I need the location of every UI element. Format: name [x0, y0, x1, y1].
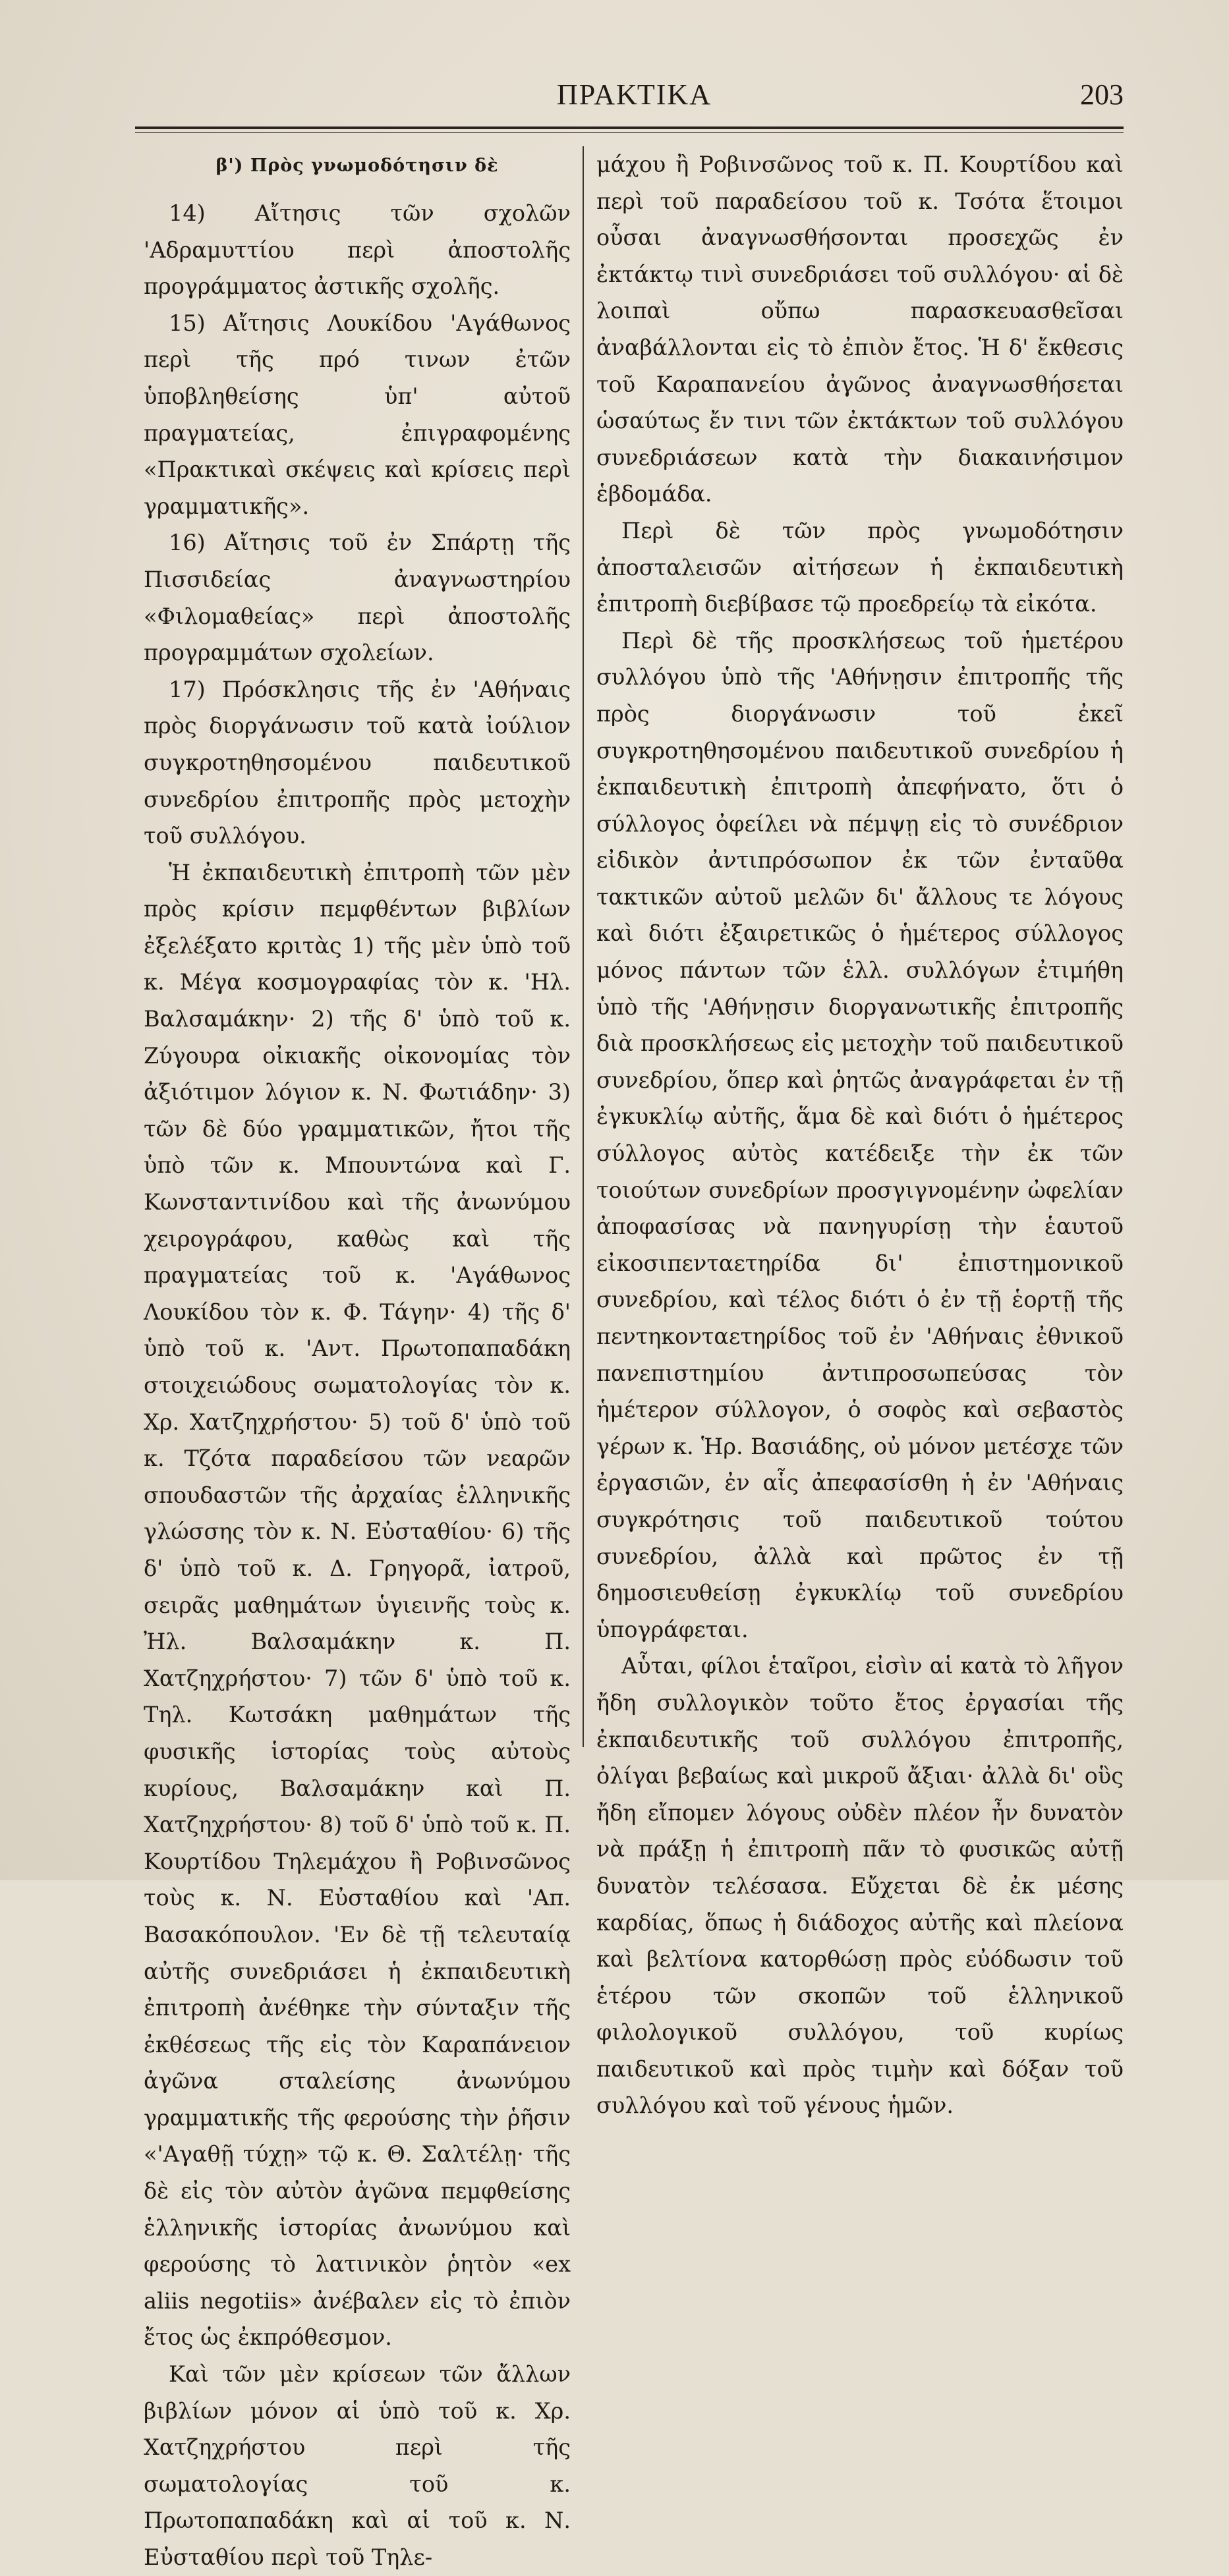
paragraph: Ἡ ἐκπαιδευτικὴ ἐπιτροπὴ τῶν μὲν πρὸς κρίσιν πεμφθέντων βιβλίων ἐξελέξατο κριτὰς 1) τῆς μὲν ὑπὸ τοῦ κ. Μέγα κοσμογραφίας τὸν κ. 'Ηλ. Βαλσαμάκην· 2) τῆς δ' ὑπὸ τοῦ κ. Ζύγουρα οἰκιακῆς οἰκονομίας τὸν ἀξιότιμον λόγιον κ. Ν. Φωτιάδην· 3) τῶν δὲ δύο γραμματικῶν, ἤτοι τῆς ὑπὸ τῶν κ. Μπουντώνα καὶ Γ. Κωνσταντινίδου καὶ τῆς ἀνωνύμου χειρογράφου, καθὼς καὶ τῆς πραγματείας τοῦ κ. 'Αγάθωνος Λουκίδου τὸν κ. Φ. Τάγην· 4) τῆς δ' ὑπὸ τοῦ κ. 'Αντ. Πρωτοπαπαδάκη στοιχειώδους σωματολογίας τὸν κ. Χρ. Χατζηχρήστου· 5) τοῦ δ' ὑπὸ τοῦ κ. Τζότα παραδείσου τῶν νεαρῶν σπουδαστῶν τῆς ἀρχαίας ἑλληνικῆς γλώσσης τὸν κ. Ν. Εὐσταθίου· 6) τῆς δ' ὑπὸ τοῦ κ. Δ. Γρηγορᾶ, ἰατροῦ, σειρᾶς μαθημάτων ὑγιεινῆς τοὺς κ. Ἠλ. Βαλσαμάκην κ. Π. Χατζηχρήστου· 7) τῶν δ' ὑπὸ τοῦ κ. Τηλ. Κωτσάκη μαθημάτων τῆς φυσικῆς ἱστορίας τοὺς αὐτοὺς κυρίους, Βαλσαμάκην καὶ Π. Χατζηχρήστου· 8) τοῦ δ' ὑπὸ τοῦ κ. Π. Κουρτίδου Τηλεμάχου ἢ Ροβινσῶνος τοὺς κ. Ν. Εὐσταθίου καὶ 'Απ. Βασακόπουλον. 'Εν δὲ τῇ τελευταίᾳ αὐτῆς συνεδριάσει ἡ ἐκπαιδευτικὴ ἐπιτροπὴ ἀνέθηκε τὴν σύνταξιν τῆς ἐκθέσεως τῆς εἰς τὸν Καραπάνειον ἀγῶνα σταλείσης ἀνωνύμου γραμματικῆς τῆς φερούσης τὴν ῥῆσιν «'Αγαθῇ τύχῃ» τῷ κ. Θ. Σαλτέλῃ· τῆς δὲ εἰς τὸν αὐτὸν ἀγῶνα πεμφθείσης ἑλληνικῆς ἱστορίας ἀνωνύμου καὶ φερούσης τὸ λατινικὸν ῥητὸν «ex aliis negotiis» ἀνέβαλεν εἰς τὸ ἐπιὸν ἔτος ὡς ἐκπρόθεσμον. — [144, 859, 571, 2351]
paragraph: 16) Αἴτησις τοῦ ἐν Σπάρτῃ τῆς Πισσιδείας ἀναγνωστηρίου «Φιλομαθείας» περὶ ἀποστολῆς προγραμμάτων σχολείων. — [144, 530, 571, 666]
page-number: 203 — [1080, 78, 1124, 111]
paragraph: Περὶ δὲ τῶν πρὸς γνωμοδότησιν ἀποσταλεισῶν αἰτήσεων ἡ ἐκπαιδευτικὴ ἐπιτροπὴ διεβίβασε τῷ προεδρείῳ τὰ εἰκότα. — [596, 517, 1124, 617]
paragraph: Καὶ τῶν μὲν κρίσεων τῶν ἄλλων βιβλίων μόνον αἱ ὑπὸ τοῦ κ. Χρ. Χατζηχρήστου περὶ τῆς σωματολογίας τοῦ κ. Πρωτοπαπαδάκη καὶ αἱ τοῦ κ. Ν. Εὐσταθίου περὶ τοῦ Τηλε- — [144, 2361, 571, 2570]
section-heading: β') Πρὸς γνωμοδότησιν δὲ — [215, 155, 499, 176]
running-head — [145, 78, 1124, 117]
running-title: ΠΡΑΚΤΙΚΑ — [557, 78, 712, 111]
right-column — [596, 146, 1124, 2124]
paragraph: 14) Αἴτησις τῶν σχολῶν 'Αδραμυττίου περὶ ἀποστολῆς προγράμματος ἀστικῆς σχολῆς. — [144, 200, 571, 300]
paragraph: Αὗται, φίλοι ἑταῖροι, εἰσὶν αἱ κατὰ τὸ λῆγον ἤδη συλλογικὸν τοῦτο ἔτος ἐργασίαι τῆς ἐκπαιδευτικῆς τοῦ συλλόγου ἐπιτροπῆς, ὀλίγαι βεβαίως καὶ μικροῦ ἄξιαι· ἀλλὰ δι' οὓς ἤδη εἴπομεν λόγους οὐδὲν πλέον ἦν δυνατὸν νὰ πράξῃ ἡ ἐπιτροπὴ πᾶν τὸ φυσικῶς αὐτῇ δυνατὸν τελέσασα. Εὔχεται δὲ ἐκ μέσης καρδίας, ὅπως ἡ διάδοχος αὐτῆς καὶ πλείονα καὶ βελτίονα κατορθώσῃ πρὸς εὐόδωσιν τοῦ ἑτέρου τῶν σκοπῶν τοῦ ἑλληνικοῦ φιλολογικοῦ συλλόγου, τοῦ κυρίως παιδευτικοῦ καὶ πρὸς τιμὴν καὶ δόξαν τοῦ συλλόγου καὶ τοῦ γένους ἡμῶν. — [596, 1653, 1124, 2119]
column-divider — [583, 146, 584, 1747]
paragraph: 17) Πρόσκλησις τῆς ἐν 'Αθήναις πρὸς διοργάνωσιν τοῦ κατὰ ἰούλιον συγκροτηθησομένου παιδευτικοῦ συνεδρίου ἐπιτροπῆς πρὸς μετοχὴν τοῦ συλλόγου. — [144, 676, 571, 849]
paragraph: μάχου ἢ Ροβινσῶνος τοῦ κ. Π. Κουρτίδου καὶ περὶ τοῦ παραδείσου τοῦ κ. Τσότα ἕτοιμοι οὖσαι ἀναγνωσθήσονται προσεχῶς ἐν ἐκτάκτῳ τινὶ συνεδριάσει τοῦ συλλόγου· αἱ δὲ λοιπαὶ οὔπω παρασκευασθεῖσαι ἀναβάλλονται εἰς τὸ ἐπιὸν ἔτος. Ἡ δ' ἔκθεσις τοῦ Καραπανείου ἀγῶνος ἀναγνωσθήσεται ὡσαύτως ἔν τινι τῶν ἐκτάκτων τοῦ συλλόγου συνεδριάσεων κατὰ τὴν διακαινήσιμον ἑβδομάδα. — [596, 152, 1124, 507]
paragraph: Περὶ δὲ τῆς προσκλήσεως τοῦ ἡμετέρου συλλόγου ὑπὸ τῆς 'Αθήνῃσιν ἐπιτροπῆς τῆς πρὸς διοργάνωσιν τοῦ ἐκεῖ συγκροτηθησομένου παιδευτικοῦ συνεδρίου ἡ ἐκπαιδευτικὴ ἐπιτροπὴ ἀπεφήνατο, ὅτι ὁ σύλλογος ὀφείλει νὰ πέμψῃ εἰς τὸ συνέδριον εἰδικὸν ἀντιπρόσωπον ἐκ τῶν ἐνταῦθα τακτικῶν αὐτοῦ μελῶν δι' ἄλλους τε λόγους καὶ διότι ἐξαιρετικῶς ὁ ἡμέτερος σύλλογος μόνος πάντων τῶν ἑλλ. συλλόγων ἐτιμήθη ὑπὸ τῆς 'Αθήνῃσιν διοργανωτικῆς ἐπιτροπῆς διὰ προσκλήσεως εἰς μετοχὴν τοῦ παιδευτικοῦ συνεδρίου, ὅπερ καὶ ῥητῶς ἀναγράφεται ἐν τῇ ἐγκυκλίῳ αὐτῆς, ἅμα δὲ καὶ διότι ὁ ἡμέτερος σύλλογος αὐτὸς κατέδειξε τὴν ἐκ τῶν τοιούτων συνεδρίων προσγιγνομένην ὠφελίαν ἀποφασίσας νὰ πανηγυρίσῃ τὴν ἑαυτοῦ εἰκοσιπενταετηρίδα δι' ἐπιστημονικοῦ συνεδρίου, καὶ τέλος διότι ὁ ἐν τῇ ἑορτῇ τῆς πεντηκονταετηρίδος τοῦ ἐν 'Αθήναις ἐθνικοῦ πανεπιστημίου ἀντιπροσωπεύσας τὸν ἡμέτερον σύλλογον, ὁ σοφὸς καὶ σεβαστὸς γέρων κ. Ἡρ. Βασιάδης, οὐ μόνον μετέσχε τῶν ἐργασιῶν, ἐν αἷς ἀπεφασίσθη ἡ ἐν 'Αθήναις συγκρότησις τοῦ παιδευτικοῦ τούτου συνεδρίου, ἀλλὰ καὶ πρῶτος ἐν τῇ δημοσιευθείσῃ ἐγκυκλίῳ τοῦ συνεδρίου ὑπογράφεται. — [596, 627, 1124, 1642]
left-column — [144, 146, 571, 2576]
header-rule — [135, 126, 1124, 133]
paragraph: 15) Αἴτησις Λουκίδου 'Αγάθωνος περὶ τῆς πρό τινων ἐτῶν ὑποβληθείσης ὑπ' αὐτοῦ πραγματείας, ἐπιγραφομένης «Πρακτικαὶ σκέψεις καὶ κρίσεις περὶ γραμματικῆς». — [144, 310, 571, 519]
